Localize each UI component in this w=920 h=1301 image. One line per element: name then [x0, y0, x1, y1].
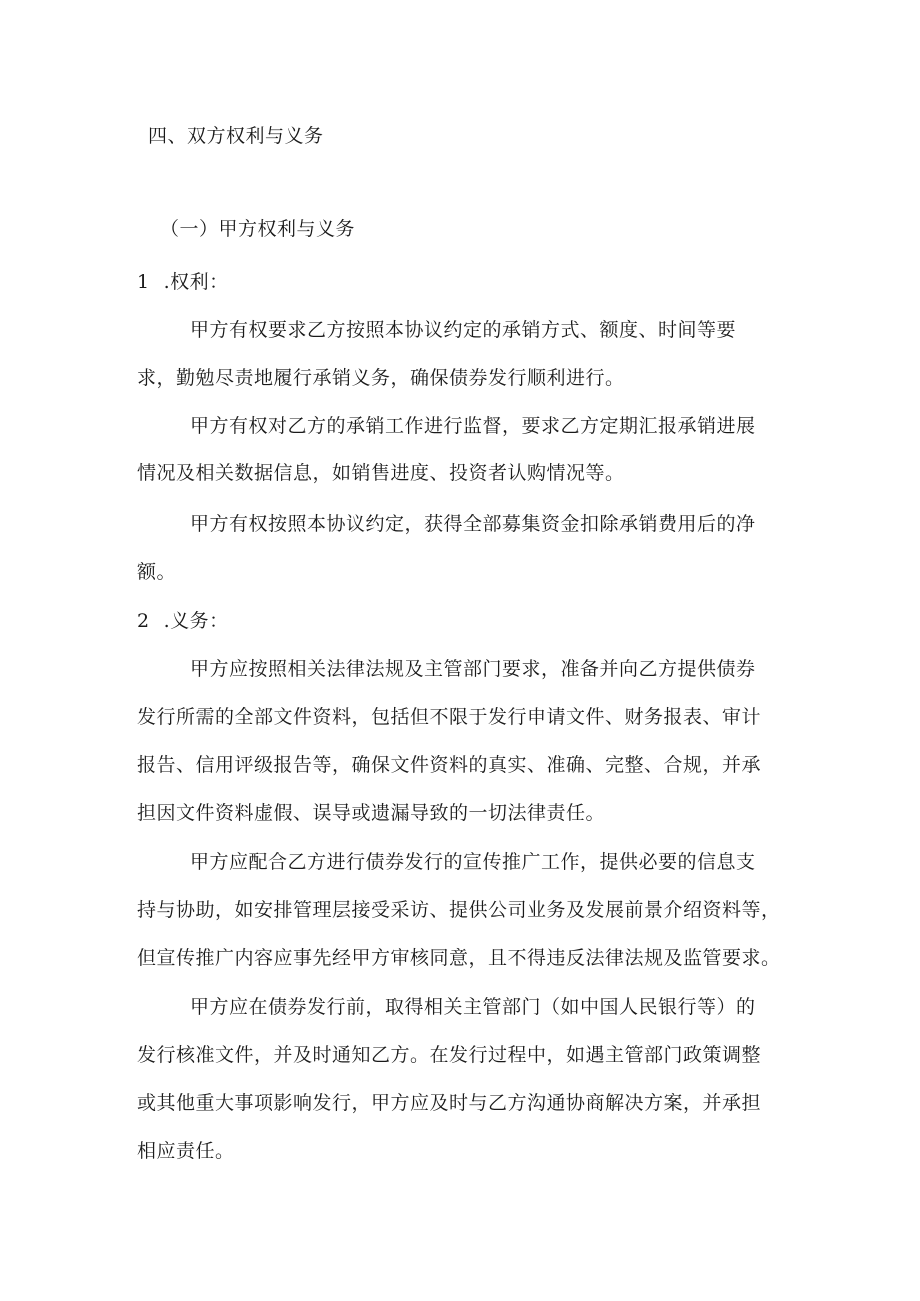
rights-number: 1 [137, 271, 150, 293]
obligations-para-1-line-4: 担因文件资料虚假、误导或遗漏导致的一切法律责任。 [137, 802, 606, 824]
obligations-para-2-line-3: 但宣传推广内容应事先经甲方审核同意，且不得违反法律法规及监管要求。 [137, 947, 781, 969]
rights-para-2-line-2: 情况及相关数据信息，如销售进度、投资者认购情况等。 [137, 462, 625, 484]
obligations-para-2-line-2: 持与协助，如安排管理层接受采访、提供公司业务及发展前景介绍资料等， [137, 899, 781, 921]
obligations-heading [137, 609, 229, 633]
rights-para-1-line-1: 甲方有权要求乙方按照本协议约定的承销方式、额度、时间等要 [190, 319, 737, 341]
obligations-para-1-line-1: 甲方应按照相关法律法规及主管部门要求，准备并向乙方提供债券 [190, 658, 756, 680]
rights-label: .权利： [163, 271, 229, 293]
obligations-para-1-line-2: 发行所需的全部文件资料，包括但不限于发行申请文件、财务报表、审计 [137, 706, 762, 728]
obligations-para-3-line-2: 发行核准文件，并及时通知乙方。在发行过程中，如遇主管部门政策调整 [137, 1044, 762, 1066]
obligations-label: .义务： [163, 610, 229, 632]
obligations-number: 2 [137, 610, 150, 632]
rights-para-2-line-1: 甲方有权对乙方的承销工作进行监督，要求乙方定期汇报承销进展 [190, 415, 756, 437]
obligations-para-2-line-1: 甲方应配合乙方进行债券发行的宣传推广工作，提供必要的信息支 [190, 851, 756, 873]
rights-para-3-line-1: 甲方有权按照本协议约定，获得全部募集资金扣除承销费用后的净 [190, 513, 756, 535]
rights-para-3-line-2: 额。 [137, 561, 177, 583]
rights-para-1-line-2: 求，勤勉尽责地履行承销义务，确保债券发行顺利进行。 [137, 367, 625, 389]
obligations-para-1-line-3: 报告、信用评级报告等，确保文件资料的真实、准确、完整、合规，并承 [137, 754, 762, 776]
rights-heading [137, 270, 229, 294]
obligations-para-3-line-4: 相应责任。 [137, 1140, 235, 1162]
subsection-title: （一）甲方权利与义务 [160, 218, 356, 240]
obligations-para-3-line-1: 甲方应在债券发行前，取得相关主管部门（如中国人民银行等）的 [190, 996, 756, 1018]
obligations-para-3-line-3: 或其他重大事项影响发行，甲方应及时与乙方沟通协商解决方案，并承担 [137, 1092, 762, 1114]
section-title: 四、双方权利与义务 [148, 125, 324, 147]
